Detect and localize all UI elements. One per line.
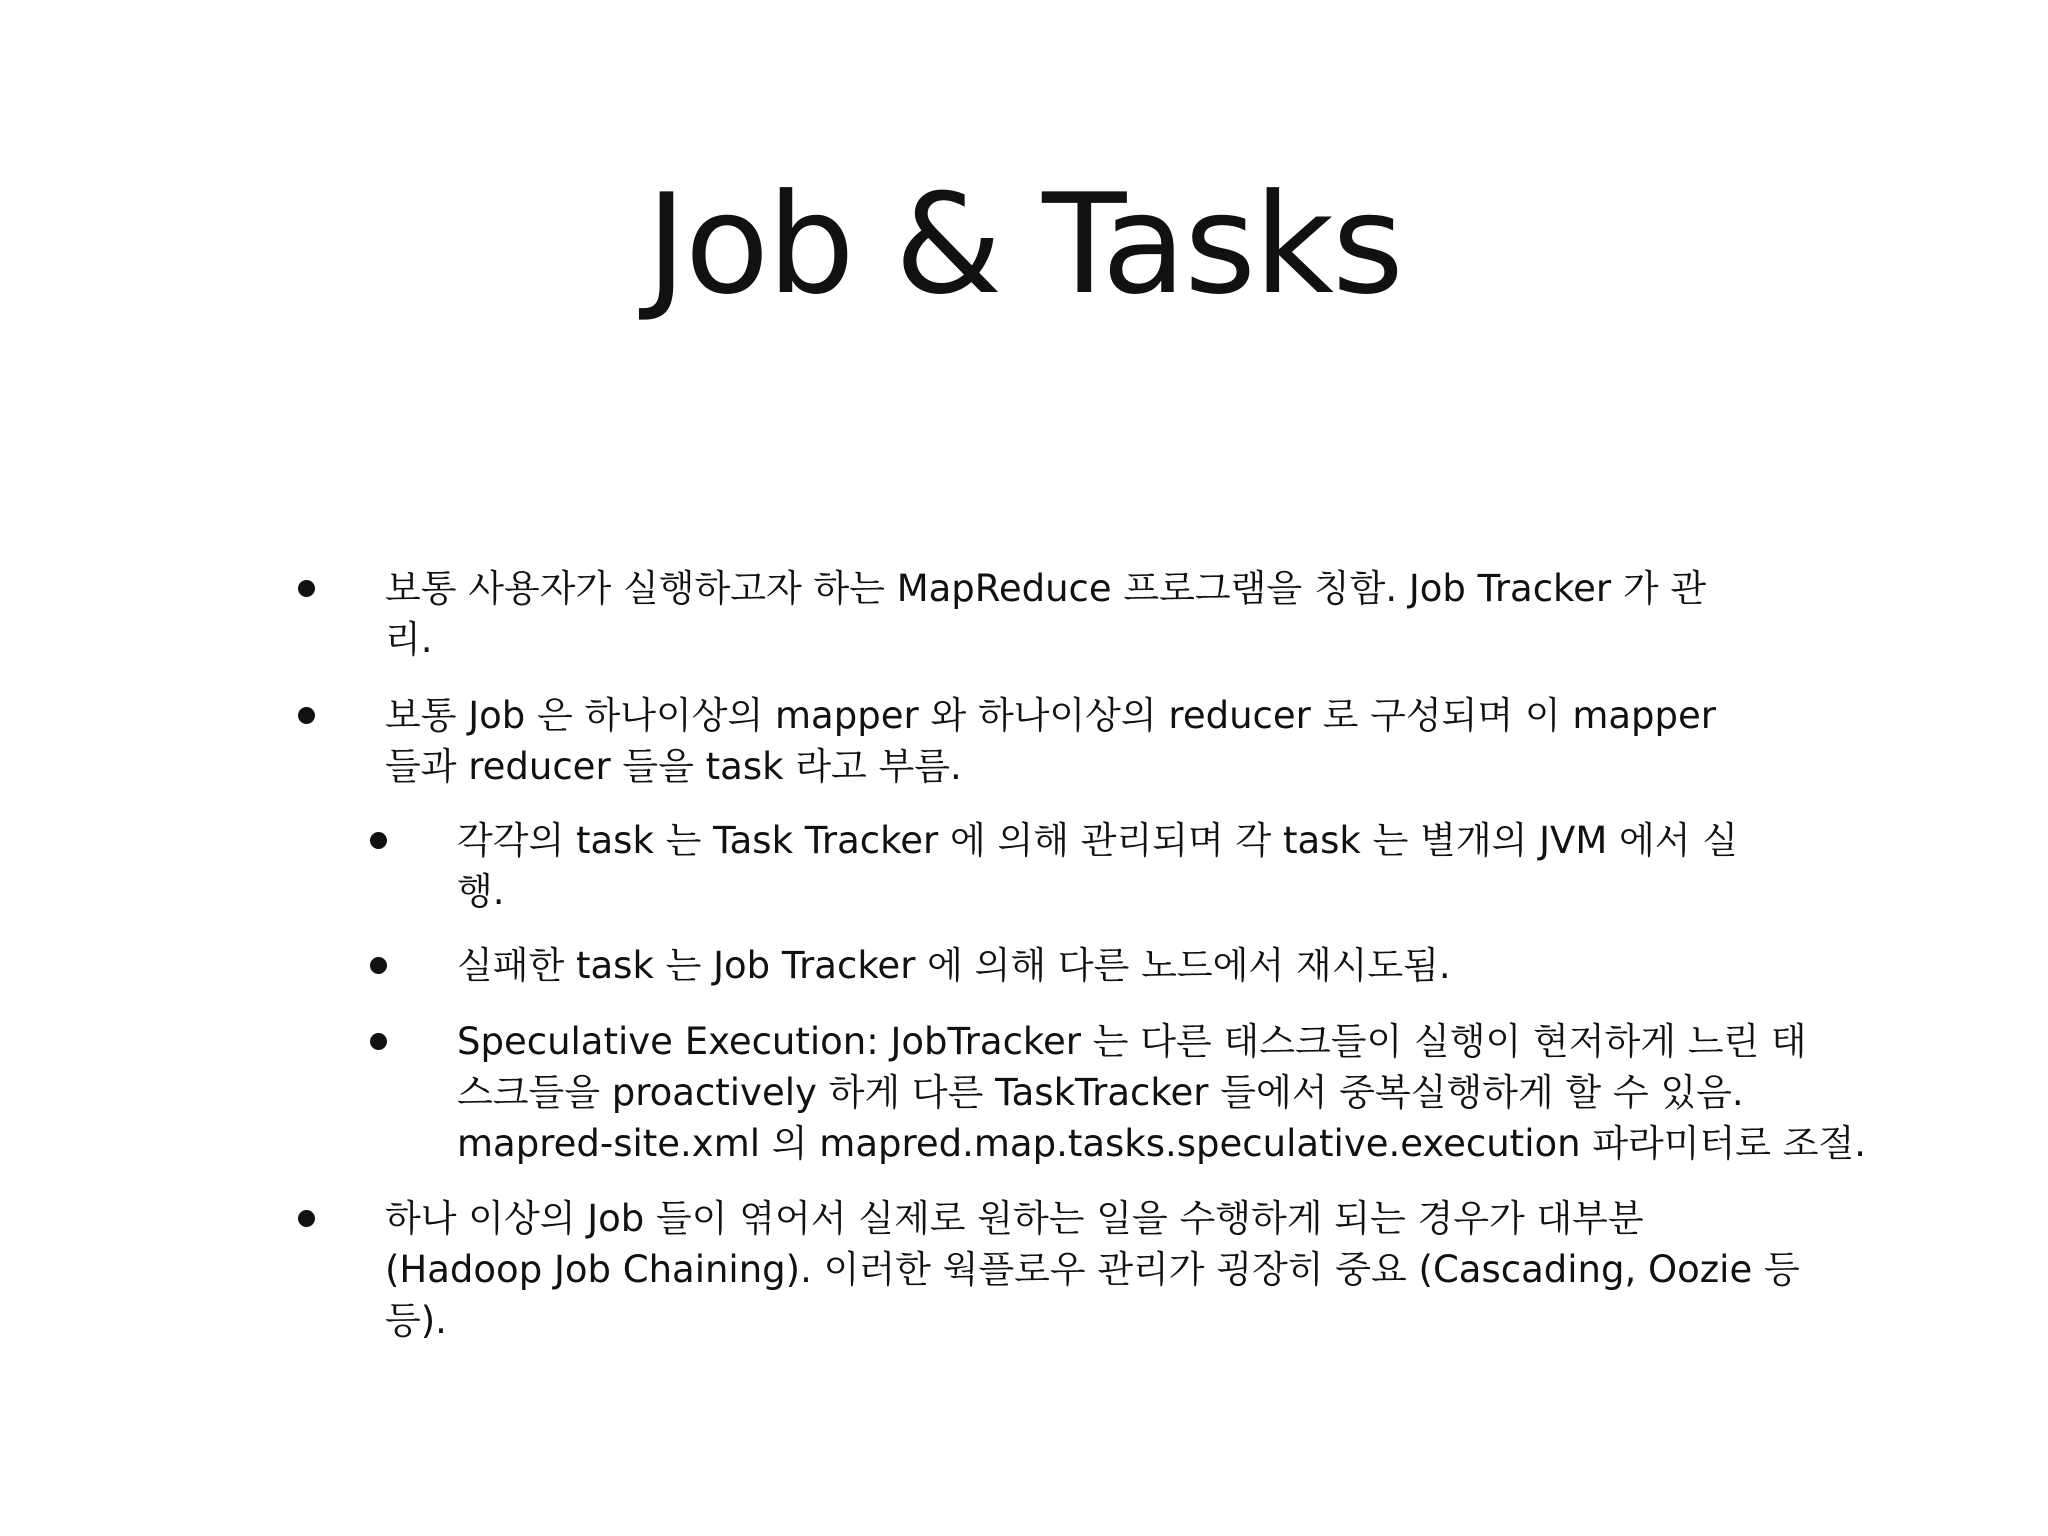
bullet-dot: [298, 580, 315, 597]
bullet-text: [385, 690, 1905, 792]
bullet-line: 들과 reducer 들을 task 라고 부름.: [385, 745, 962, 788]
bullet-line: Speculative Execution: JobTracker 는 다른 태스크들이 실행이 현저하게 느린 태: [457, 1020, 1807, 1063]
bullet-dot: [370, 1033, 387, 1050]
bullet-line: mapred-site.xml 의 mapred.map.tasks.speculative.execution 파라미터로 조절.: [457, 1122, 1867, 1165]
bullet-text: [457, 940, 1907, 991]
bullet-text: [385, 1193, 1905, 1346]
bullet-line: 각각의 task 는 Task Tracker 에 의해 관리되며 각 task 는 별개의 JVM 에서 실: [457, 819, 1738, 862]
bullet-dot: [298, 707, 315, 724]
bullet-line: 보통 사용자가 실행하고자 하는 MapReduce 프로그램을 칭함. Job Tracker 가 관: [385, 567, 1707, 610]
bullet-text: [457, 1016, 1907, 1169]
bullet-text: [385, 563, 1905, 665]
bullet-text: [457, 815, 1907, 917]
bullet-line: 스크들을 proactively 하게 다른 TaskTracker 들에서 중복실행하게 할 수 있음.: [457, 1071, 1744, 1114]
bullet-line: 리.: [385, 618, 433, 661]
slide-title: Job & Tasks: [646, 164, 1402, 325]
bullet-dot: [370, 832, 387, 849]
bullet-dot: [370, 957, 387, 974]
bullet-line: 실패한 task 는 Job Tracker 에 의해 다른 노드에서 재시도됨.: [457, 944, 1451, 987]
bullet-line: (Hadoop Job Chaining). 이러한 웍플로우 관리가 굉장히 중요 (Cascading, Oozie 등: [385, 1248, 1800, 1291]
bullet-line: 하나 이상의 Job 들이 엮어서 실제로 원하는 일을 수행하게 되는 경우가 대부분: [385, 1197, 1644, 1240]
bullet-line: 등).: [385, 1299, 447, 1342]
bullet-line: 보통 Job 은 하나이상의 mapper 와 하나이상의 reducer 로 구성되며 이 mapper: [385, 694, 1716, 737]
bullet-dot: [298, 1210, 315, 1227]
bullet-line: 행.: [457, 870, 505, 913]
